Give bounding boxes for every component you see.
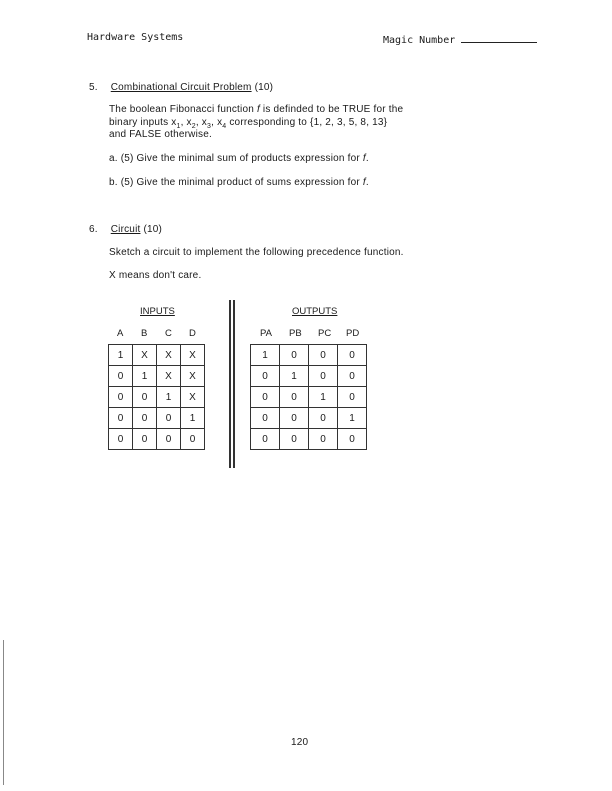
input-cell: 0: [133, 429, 157, 450]
input-cell: 1: [109, 345, 133, 366]
subscript: 3: [207, 123, 212, 130]
input-cell: 0: [157, 408, 181, 429]
subscript: 2: [191, 123, 196, 130]
output-cell: 0: [251, 429, 280, 450]
problem6-number: 6.: [89, 224, 98, 235]
input-cell: X: [133, 345, 157, 366]
input-cell: X: [157, 366, 181, 387]
table-row: [109, 387, 205, 408]
input-col-header: C: [165, 328, 172, 339]
problem5-heading: [89, 82, 273, 93]
input-col-header: D: [189, 328, 196, 339]
output-cell: 0: [338, 429, 367, 450]
outputs-label: OUTPUTS: [292, 306, 338, 317]
output-cell: 1: [280, 366, 309, 387]
problem6-points: (10): [143, 224, 163, 235]
period: .: [365, 177, 369, 188]
table-row: [109, 366, 205, 387]
output-cell: 0: [338, 387, 367, 408]
output-cell: 0: [251, 408, 280, 429]
problem6-line2: X means don't care.: [109, 270, 202, 281]
input-col-header: B: [141, 328, 148, 339]
period: .: [365, 153, 369, 164]
input-cell: X: [181, 366, 205, 387]
input-cell: 0: [181, 429, 205, 450]
problem5-points: (10): [254, 82, 274, 93]
problem6-title: Circuit: [110, 224, 141, 235]
func-symbol: f: [362, 153, 366, 164]
problem5-desc-line3: and FALSE otherwise.: [109, 129, 212, 140]
output-cell: 0: [309, 408, 338, 429]
output-col-header: PC: [318, 328, 332, 339]
part-a-text: a. (5) Give the minimal sum of products expression for: [109, 153, 363, 164]
problem5-part-b: [109, 177, 369, 188]
output-cell: 0: [309, 366, 338, 387]
inputs-label: INPUTS: [140, 306, 175, 317]
input-cell: 1: [157, 387, 181, 408]
input-col-header: A: [117, 328, 124, 339]
output-cell: 0: [280, 345, 309, 366]
scan-edge-line: [3, 640, 4, 785]
input-cell: 0: [109, 429, 133, 450]
output-cell: 0: [280, 387, 309, 408]
problem5-title: Combinational Circuit Problem: [110, 82, 252, 93]
input-cell: 0: [109, 408, 133, 429]
desc-text: The boolean Fibonacci function: [109, 104, 257, 115]
func-symbol: f: [362, 177, 366, 188]
truth-table-inputs: [108, 344, 205, 450]
problem5-part-a: [109, 153, 369, 164]
input-cell: 1: [181, 408, 205, 429]
output-cell: 0: [338, 366, 367, 387]
problem6-heading: [89, 224, 162, 235]
table-row: [251, 408, 367, 429]
truth-table-outputs: [250, 344, 367, 450]
page-number: 120: [291, 737, 309, 748]
input-cell: 1: [133, 366, 157, 387]
table-divider: [229, 300, 231, 468]
magic-number-blank[interactable]: [461, 32, 537, 43]
output-col-header: PB: [289, 328, 302, 339]
output-cell: 0: [338, 345, 367, 366]
table-row: [109, 408, 205, 429]
output-cell: 0: [280, 408, 309, 429]
input-cell: 0: [157, 429, 181, 450]
table-row: [109, 345, 205, 366]
magic-number-field: [383, 32, 537, 46]
table-row: [251, 345, 367, 366]
magic-number-label: Magic Number: [383, 35, 456, 46]
output-cell: 1: [309, 387, 338, 408]
input-cell: X: [181, 387, 205, 408]
input-cell: X: [181, 345, 205, 366]
output-cell: 0: [280, 429, 309, 450]
desc-text: binary inputs x: [109, 117, 177, 128]
output-cell: 0: [251, 366, 280, 387]
input-cell: 0: [133, 387, 157, 408]
desc-text: , x: [180, 117, 192, 128]
table-row: [251, 429, 367, 450]
problem6-line1: Sketch a circuit to implement the following precedence function.: [109, 247, 404, 258]
table-row: [109, 429, 205, 450]
output-cell: 1: [251, 345, 280, 366]
func-symbol: f: [256, 104, 260, 115]
input-cell: X: [157, 345, 181, 366]
desc-text: , x: [195, 117, 208, 128]
input-cell: 0: [133, 408, 157, 429]
subscript: 1: [176, 123, 181, 130]
table-row: [251, 387, 367, 408]
output-cell: 1: [338, 408, 367, 429]
course-title: Hardware Systems: [87, 32, 184, 43]
output-cell: 0: [309, 345, 338, 366]
output-col-header: PD: [346, 328, 360, 339]
table-row: [251, 366, 367, 387]
input-cell: 0: [109, 366, 133, 387]
desc-text: corresponding to {1, 2, 3, 5, 8, 13}: [226, 117, 388, 128]
subscript: 4: [222, 123, 227, 130]
problem5-number: 5.: [89, 82, 98, 93]
desc-text: is definded to be TRUE for the: [259, 104, 404, 115]
problem5-desc-line1: [109, 104, 403, 115]
output-cell: 0: [251, 387, 280, 408]
input-cell: 0: [109, 387, 133, 408]
output-cell: 0: [309, 429, 338, 450]
part-b-text: b. (5) Give the minimal product of sums expression for: [109, 177, 363, 188]
desc-text: , x: [211, 117, 223, 128]
output-col-header: PA: [260, 328, 272, 339]
table-divider: [233, 300, 235, 468]
